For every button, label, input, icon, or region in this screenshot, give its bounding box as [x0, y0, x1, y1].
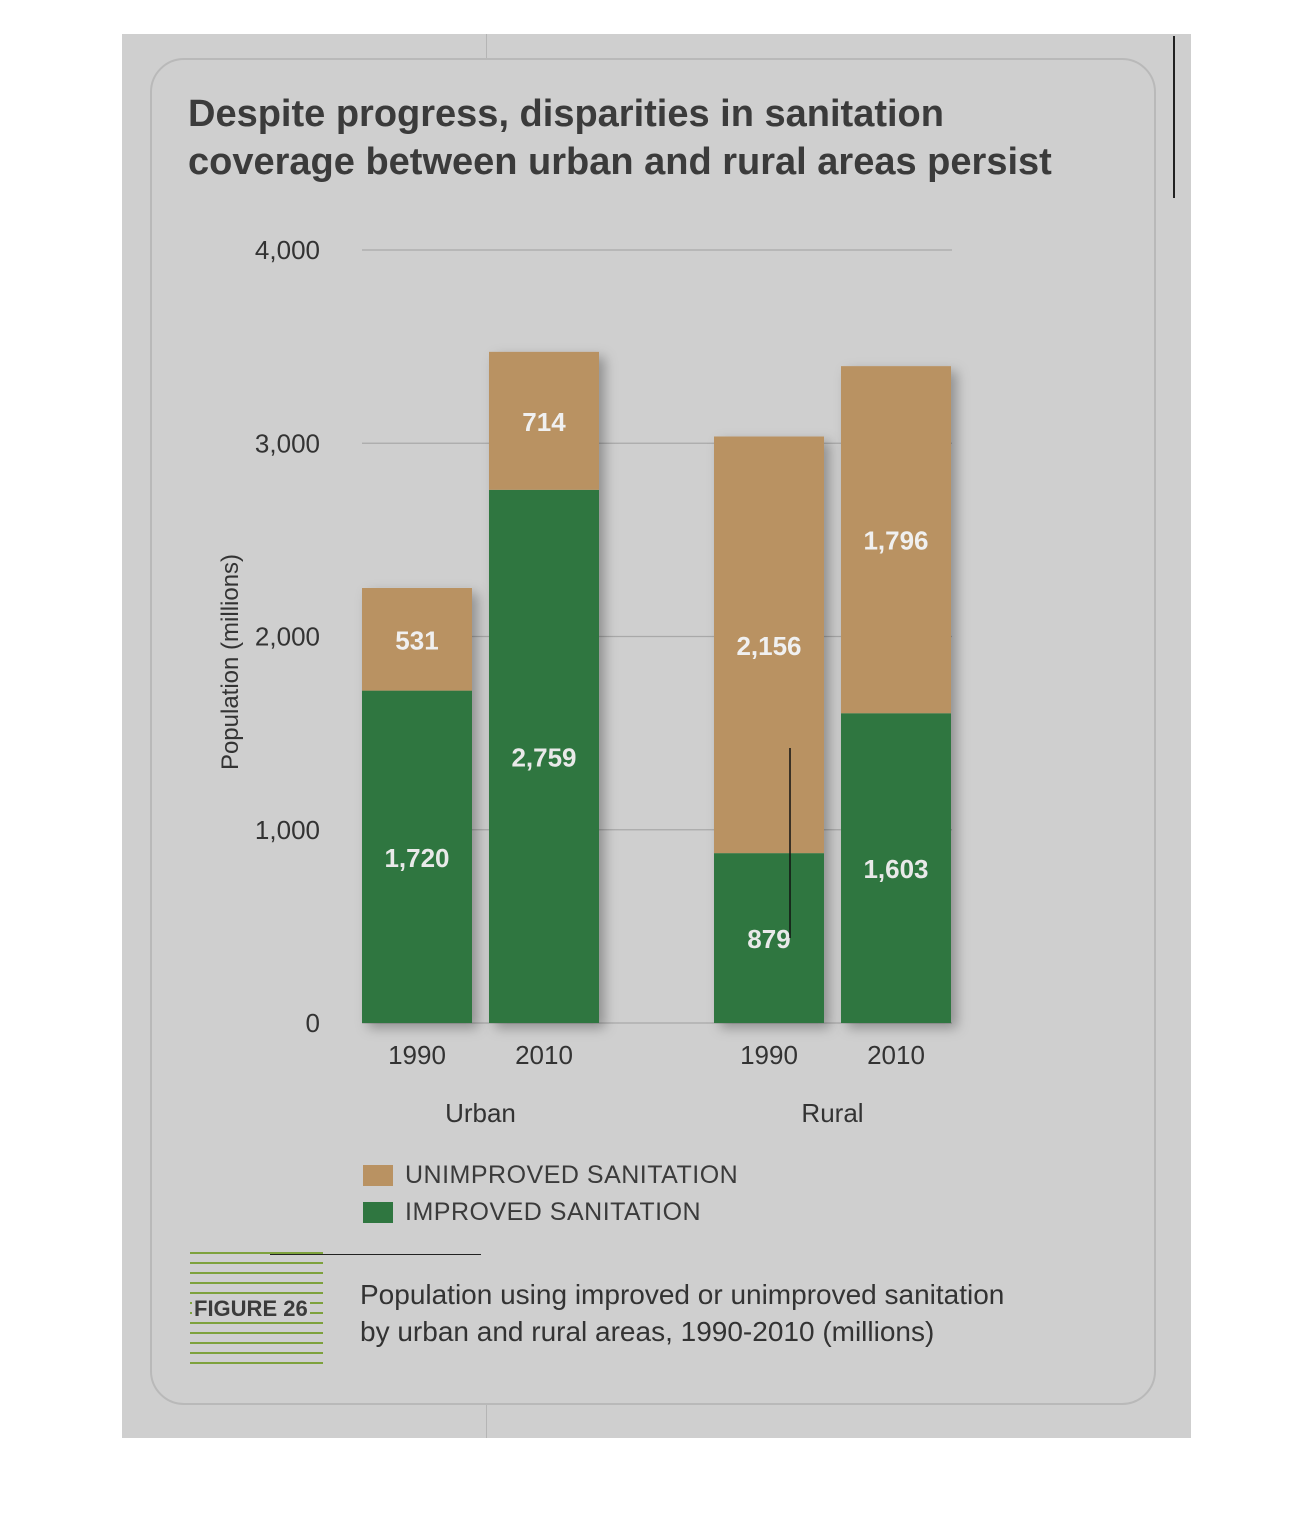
- y-axis-label: Population (millions): [217, 553, 244, 771]
- figure-caption-line-1: Population using improved or unimproved sanitation: [360, 1279, 1005, 1310]
- value-label-unimproved: 1,796: [863, 525, 929, 556]
- chart-title-line-2: coverage between urban and rural areas persist: [188, 141, 1052, 183]
- figure-stripe: [190, 1272, 323, 1274]
- figure-stripe: [190, 1322, 323, 1324]
- value-label-improved: 2,759: [511, 742, 577, 773]
- y-tick-label: 3,000: [254, 428, 320, 459]
- y-axis-tick-labels: [255, 235, 320, 1038]
- value-label-unimproved: 2,156: [736, 630, 802, 661]
- legend-label-improved: IMPROVED SANITATION: [405, 1198, 702, 1226]
- value-label-unimproved: 531: [395, 625, 439, 656]
- x-tick-label: 1990: [388, 1040, 446, 1070]
- legend: [363, 1157, 738, 1231]
- figure-stripe: [190, 1332, 323, 1334]
- y-tick-label: 4,000: [254, 235, 320, 265]
- legend-item-unimproved: [363, 1157, 738, 1194]
- x-tick-label: 1990: [740, 1040, 798, 1070]
- figure-stripe: [190, 1352, 323, 1354]
- chart-title-line-1: Despite progress, disparities in sanitation: [188, 93, 944, 135]
- figure-stripe: [190, 1282, 323, 1284]
- value-label-improved: 1,720: [384, 842, 450, 873]
- figure-caption: [360, 1276, 1140, 1350]
- y-tick-label: 0: [305, 1008, 320, 1038]
- value-label-improved: 1,603: [863, 854, 929, 885]
- bars: [362, 352, 951, 1023]
- x-axis-tick-labels: [388, 1040, 925, 1070]
- figure-caption-line-2: by urban and rural areas, 1990-2010 (millions): [360, 1316, 935, 1347]
- value-label-improved: 879: [747, 924, 791, 954]
- figure-stripe: [190, 1362, 323, 1364]
- x-axis-group-labels: [445, 1098, 863, 1128]
- group-label-rural: Rural: [801, 1098, 864, 1128]
- legend-swatch-unimproved: [363, 1165, 393, 1186]
- legend-item-improved: [363, 1194, 738, 1231]
- y-tick-label: 1,000: [254, 814, 320, 845]
- x-tick-label: 2010: [867, 1040, 925, 1070]
- figure-stripe: [190, 1292, 323, 1294]
- y-tick-label: 2,000: [254, 621, 320, 652]
- value-label-unimproved: 714: [522, 406, 566, 437]
- figure-stripe: [190, 1342, 323, 1344]
- figure-number: FIGURE 26: [194, 1296, 308, 1321]
- figure-stripe: [190, 1252, 323, 1254]
- legend-swatch-improved: [363, 1202, 393, 1223]
- group-label-urban: Urban: [445, 1098, 516, 1128]
- x-tick-label: 2010: [515, 1040, 573, 1070]
- figure-stripe: [190, 1262, 323, 1264]
- legend-label-unimproved: UNIMPROVED SANITATION: [405, 1161, 739, 1189]
